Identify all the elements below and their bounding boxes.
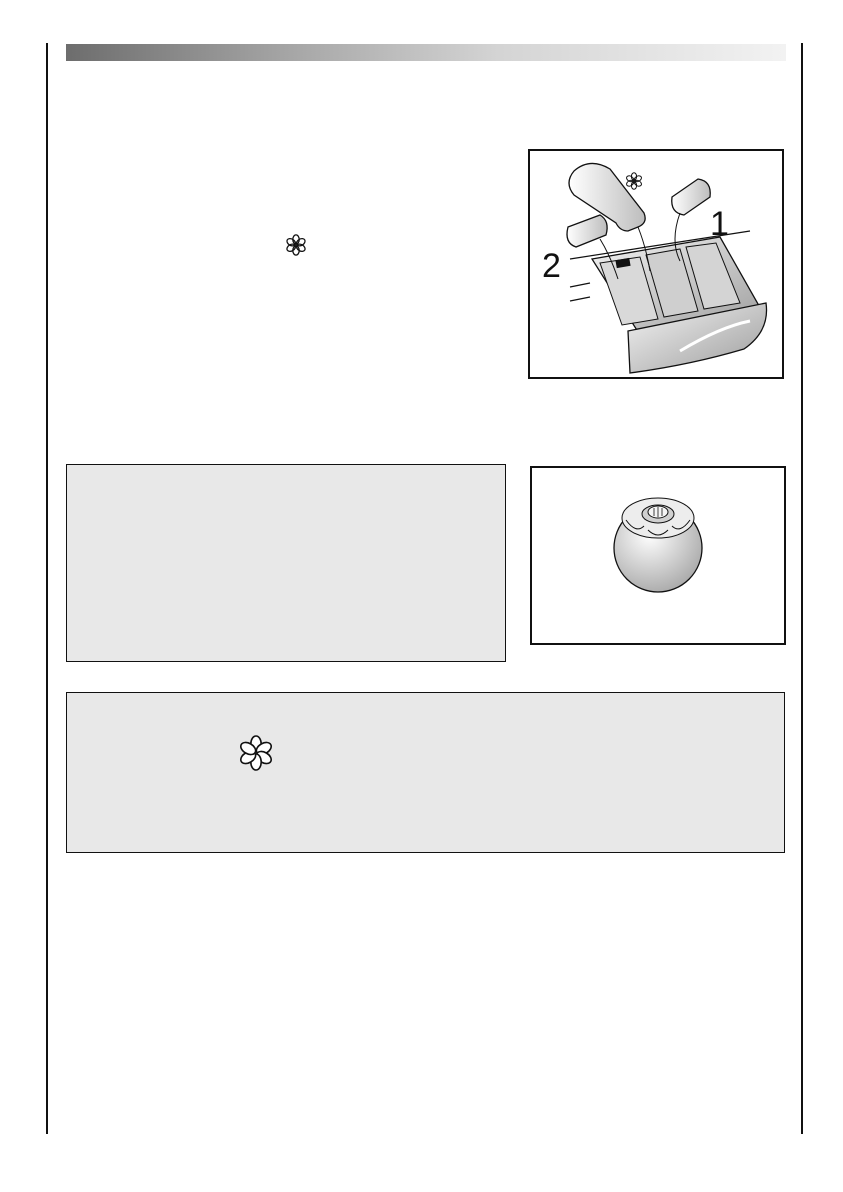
note-box-top: [66, 464, 506, 662]
page-margin-left: [46, 43, 48, 1134]
compartment-label-2: 2: [542, 247, 561, 285]
compartment-label-1: 1: [710, 205, 729, 243]
page-margin-right: [801, 43, 803, 1134]
detergent-ball-icon: [532, 468, 784, 643]
detergent-ball-figure: [530, 466, 786, 645]
softener-flower-icon: [284, 233, 308, 257]
note-box-bottom: [66, 692, 785, 853]
detergent-dispenser-figure: [528, 149, 784, 379]
dispenser-illustration: [530, 151, 782, 377]
softener-flower-icon: [237, 733, 275, 773]
header-gradient-bar: [66, 44, 786, 61]
